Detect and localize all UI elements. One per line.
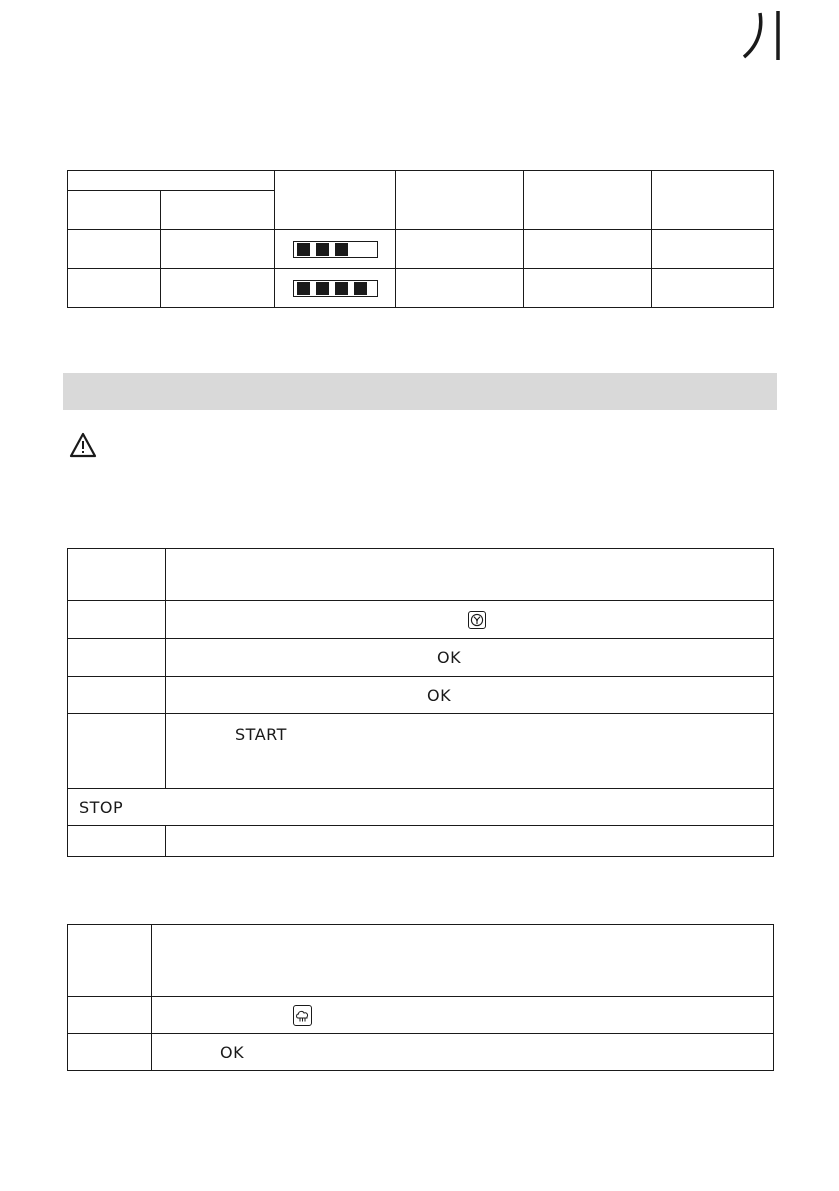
level-table [67, 170, 774, 308]
fan-function-icon [468, 611, 486, 629]
ok-symbol: OK [427, 686, 452, 705]
step-text-cell [166, 549, 774, 601]
header-cell-2 [161, 190, 275, 229]
steam-steps-table [67, 924, 774, 1071]
table-row [68, 639, 774, 677]
table-row [68, 549, 774, 601]
header-cell-group [68, 171, 275, 191]
level-indicator-cell [275, 268, 396, 307]
warning-triangle-icon [69, 432, 97, 458]
step-cell [68, 997, 152, 1034]
step-cell [68, 639, 166, 677]
step-cell [68, 677, 166, 714]
page-number [734, 5, 789, 60]
header-cell-4 [524, 171, 652, 230]
stop-symbol: STOP [79, 798, 124, 817]
header-cell-3 [396, 171, 524, 230]
step-text-cell [166, 826, 774, 857]
step-cell [68, 826, 166, 857]
header-cell-5 [652, 171, 774, 230]
table-row [68, 677, 774, 714]
step-text-cell [166, 639, 774, 677]
step-cell [68, 601, 166, 639]
step-cell [68, 1034, 152, 1071]
table-row [68, 601, 774, 639]
step-text-cell [166, 601, 774, 639]
ok-symbol: OK [220, 1043, 245, 1062]
steps-table [67, 548, 774, 857]
stop-cell [68, 789, 774, 826]
table-row [68, 826, 774, 857]
level-indicator-cell [275, 229, 396, 268]
ok-symbol: OK [437, 648, 462, 667]
table-row [68, 1034, 774, 1071]
step-text-cell [152, 997, 774, 1034]
step-cell [68, 549, 166, 601]
table-row [68, 997, 774, 1034]
section-heading-bar [63, 373, 777, 410]
step-cell [68, 925, 152, 997]
table-row [68, 229, 774, 268]
table-row [68, 714, 774, 789]
level-indicator-4 [293, 280, 378, 297]
table-row [68, 925, 774, 997]
level-indicator-3 [293, 241, 378, 258]
step-text-cell [152, 1034, 774, 1071]
table-row [68, 268, 774, 307]
step-text-cell [166, 677, 774, 714]
step-cell [68, 714, 166, 789]
table-row [68, 789, 774, 826]
steam-function-icon [293, 1005, 312, 1026]
header-cell-1 [68, 190, 161, 229]
step-text-cell [152, 925, 774, 997]
start-symbol: START [235, 725, 287, 744]
step-text-cell [166, 714, 774, 789]
header-cell-indicator [275, 171, 396, 230]
